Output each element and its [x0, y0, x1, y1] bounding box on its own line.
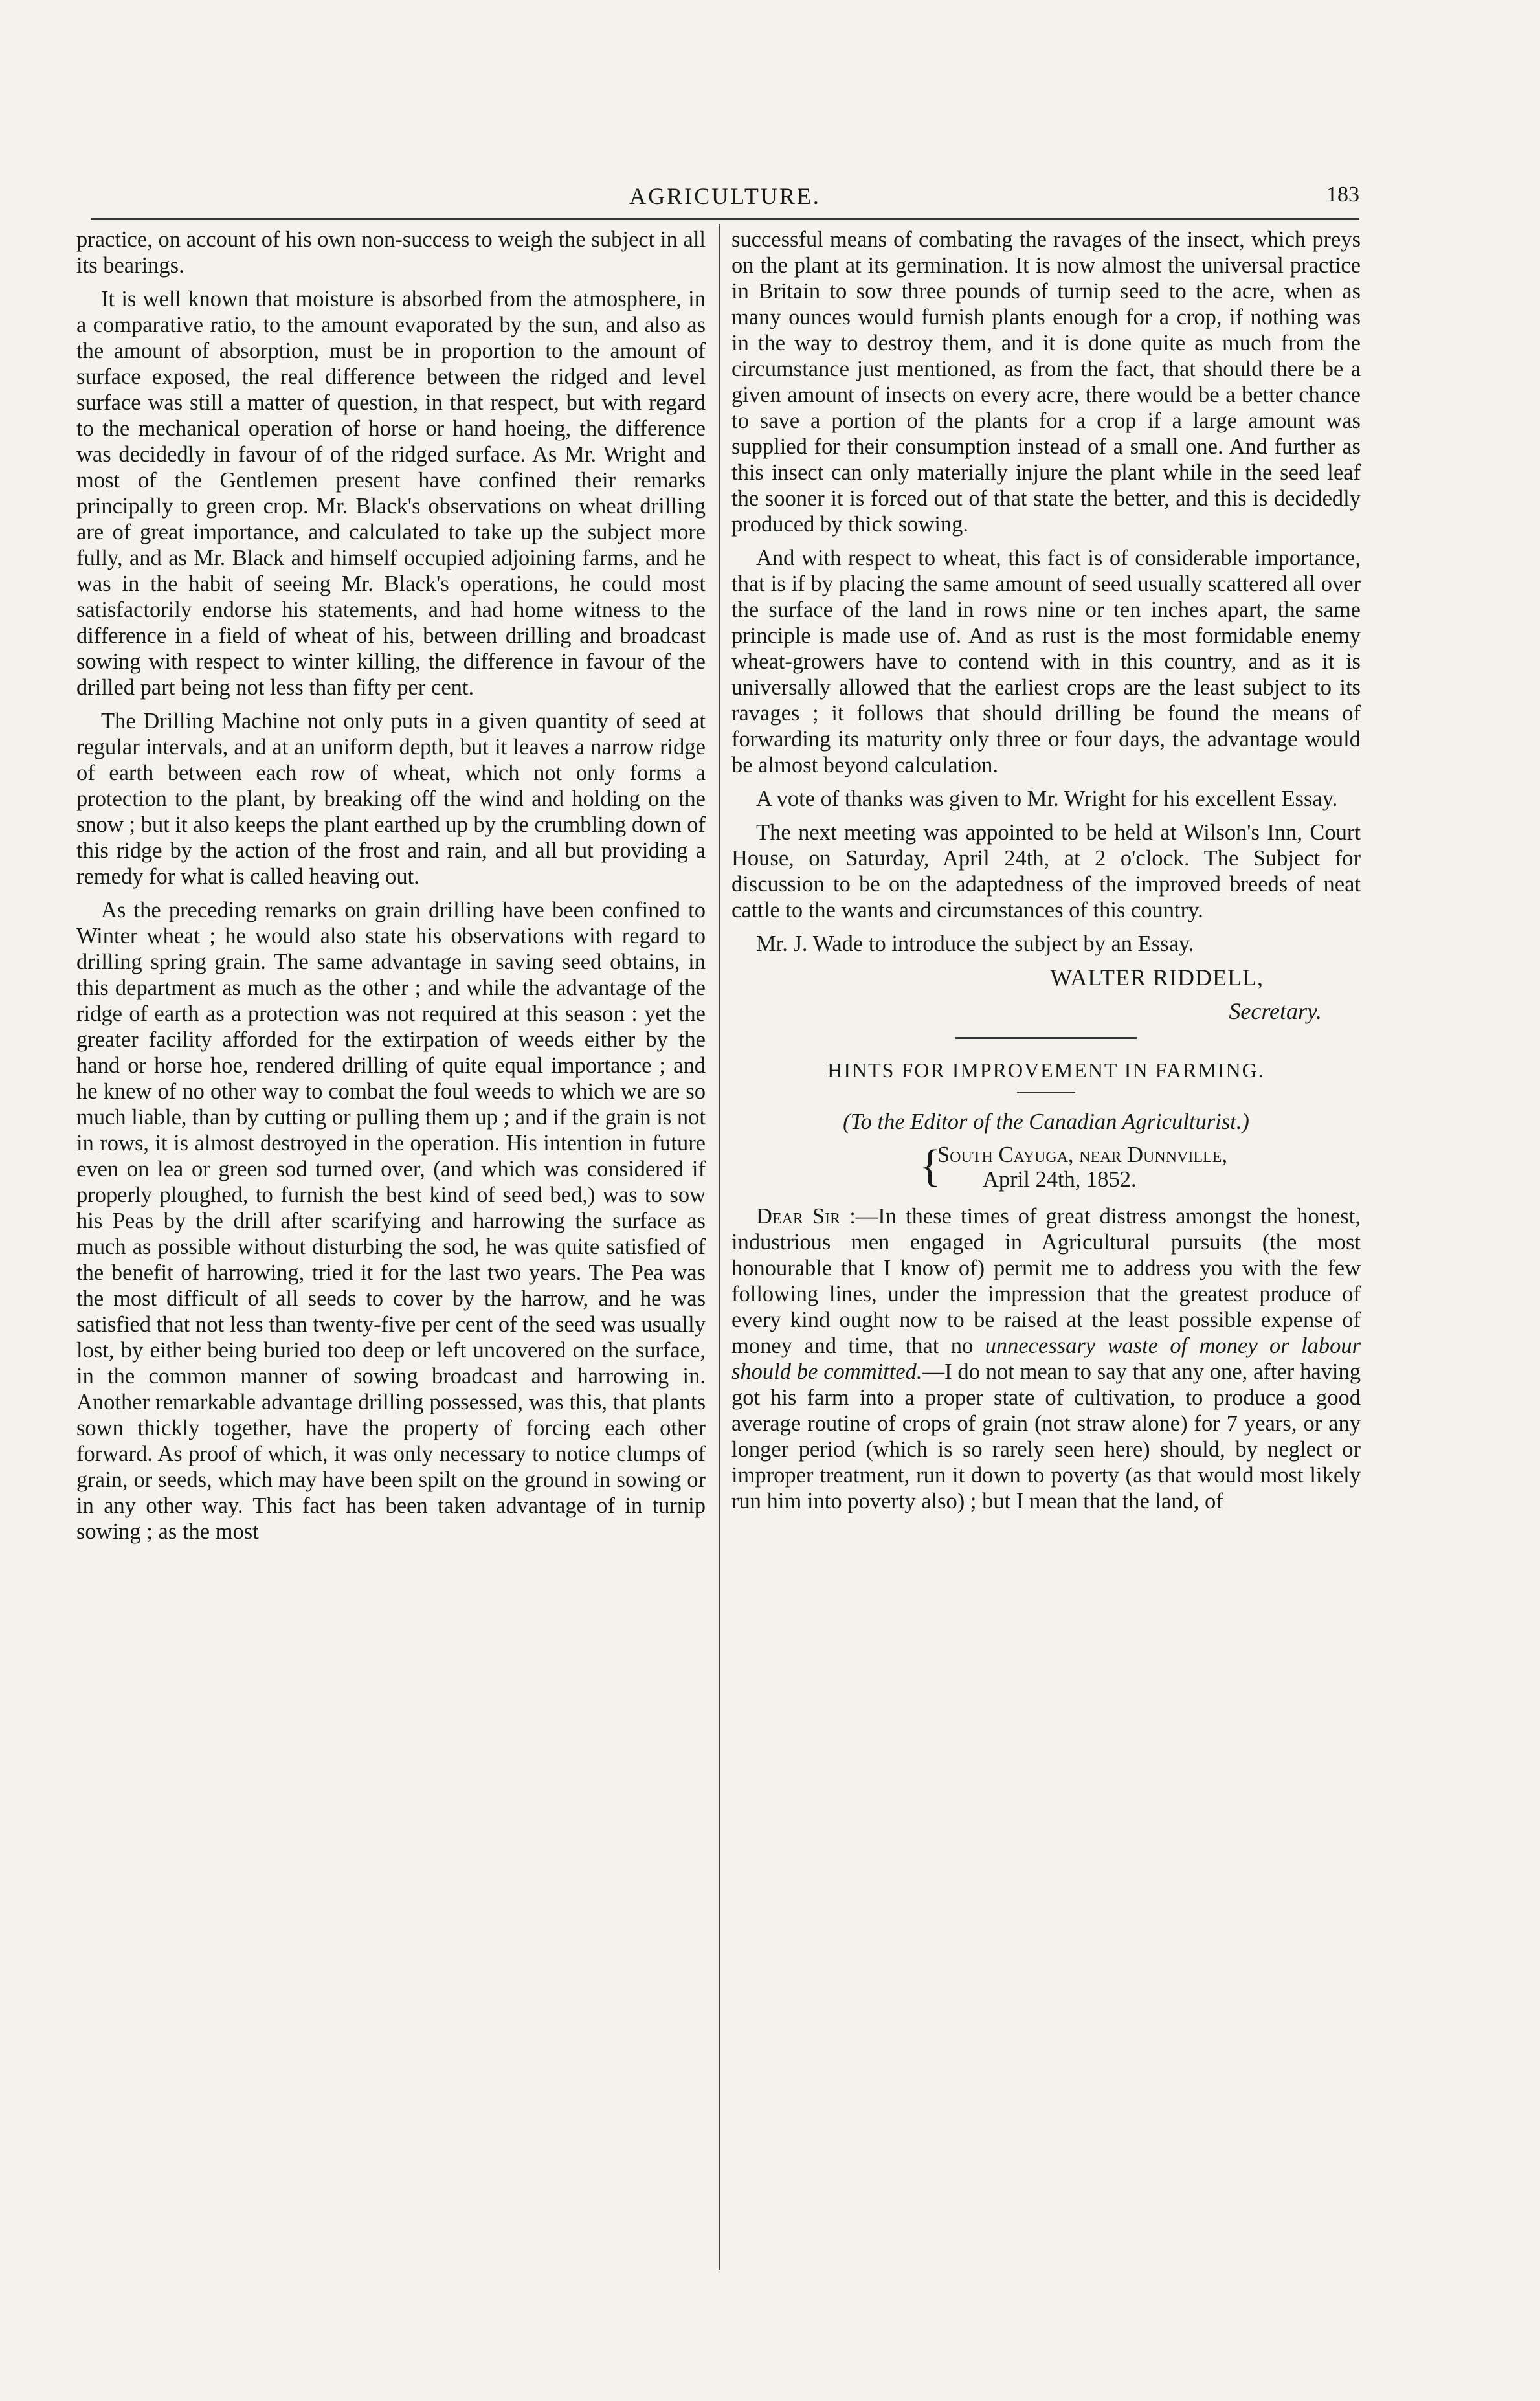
paragraph: The next meeting was appointed to be held at Wilson's Inn, Court House, on Saturday, April 24th, at 2 o'clock. The Subject for discussion to be on the adaptedness of the improved breeds of neat cattle to the wants and circumstances of this country. — [731, 820, 1361, 922]
paragraph: It is well known that moisture is absorbed from the atmosphere, in a comparative ratio, to the amount evaporated by the sun, and also as the amount of absorption, must be in proportion to the amount of surface exposed, the real difference between the ridged and level surface was still a matter of question, in that respect, but with regard to the mechanical operation of horse or hand hoeing, the difference was decidedly in favour of of the ridged surface. As Mr. Wright and most of the Gentlemen present have confined their remarks principally to green crop. Mr. Black's observations on wheat drilling are of great importance, and calculated to take up the subject more fully, and as Mr. Black and himself occupied adjoining farms, and he was in the habit of seeing Mr. Black's operations, he could most satisfactorily endorse his statements, and had home witness to the difference in a field of wheat of his, between drilling and broadcast sowing with respect to winter killing, the difference in favour of the drilled part being not less than fifty per cent. — [76, 287, 706, 700]
section-rule — [955, 1037, 1137, 1039]
paragraph: Mr. J. Wade to introduce the subject by an Essay. — [756, 932, 1194, 956]
signature-role: Secretary. — [1229, 998, 1322, 1024]
paragraph: And with respect to wheat, this fact is of considerable importance, that is if by placing the same amount of seed usually scattered all over the surface of the land in rows nine or ten inches apart, the same principle is made use of. And as rust is the most formidable enemy wheat-growers have to contend with in this country, and as it is universally allowed that the earliest crops are the least subject to its ravages ; it follows that should drilling be found the means of forwarding its maturity only three or four days, the advantage would be almost beyond calculation. — [731, 546, 1361, 777]
address-line: South Cayuga, near Dunnville, — [937, 1143, 1227, 1167]
paragraph: As the preceding remarks on grain drilling have been confined to Winter wheat ; he would also state his observations with regard to drilling spring grain. The same advantage in saving seed obtains, in this department as much as the other ; and while the advantage of the ridge of earth as a protection was not required at this season : yet the greater facility afforded for the extirpation of weeds either by the hand or horse hoe, rendered drilling of quite equal importance ; and he knew of no other way to combat the foul weeds to which we are so much liable, than by cutting or pulling them up ; and if the grain is not in rows, it is almost destroyed in the operation. His intention in future even on lea or green sod turned over, (and which was considered if properly ploughed, to furnish the best kind of seed bed,) was to sow his Peas by the drill after scarifying and harrowing the surface as much as possible without disturbing the sod, he was quite satisfied of the benefit of harrowing, tried it for the last two years. The Pea was the most difficult of all seeds to cover by the harrow, and he was satisfied that not less than twenty-five per cent of the seed was usually lost, by either being buried too deep or left uncovered on the surface, in the common manner of sowing broadcast and harrowing in. Another remarkable advantage drilling possessed, was this, that plants sown thickly together, have the property of forcing each other forward. As proof of which, it was only necessary to notice clumps of grain, or seeds, which may have been spilt on the ground in sowing or in any other way. This fact has been taken advantage of in turnip sowing ; as the most — [76, 898, 706, 1544]
letter-address — [919, 1143, 1361, 1192]
salutation: Dear Sir : — [756, 1204, 856, 1229]
editor-note: (To the Editor of the Canadian Agriculturist.) — [843, 1110, 1249, 1134]
address-date: April 24th, 1852. — [983, 1167, 1137, 1192]
header-rule — [91, 218, 1359, 220]
paragraph: The Drilling Machine not only puts in a given quantity of seed at regular intervals, and at an uniform depth, but it leaves a narrow ridge of earth between each row of wheat, which not only forms a protection to the plant, by breaking off the wind and holding on the snow ; but it also keeps the plant earthed up by the crumbling down of this ridge by the action of the frost and rain, and all but providing a remedy for what is called heaving out. — [76, 709, 706, 889]
paragraph: successful means of combating the ravages of the insect, which preys on the plant at its germination. It is now almost the universal practice in Britain to sow three pounds of turnip seed to the acre, when as many ounces would furnish plants enough for a crop, if nothing was in the way to destroy them, and it is done quite as much from the circumstance just mentioned, as from the fact, that should there be a given amount of insects on every acre, there would be a better chance to save a portion of the plants for a crop if a large amount was supplied for their consumption instead of a small one. And further as this insect can only materially injure the plant while in the seed leaf the sooner it is forced out of that state the better, and this is decidedly produced by thick sowing. — [731, 227, 1361, 537]
page-number: 183 — [1326, 183, 1359, 207]
column-divider — [719, 224, 720, 2270]
signature-name: WALTER RIDDELL, — [1050, 965, 1264, 990]
letter-paragraph — [731, 1203, 1361, 1514]
article-heading: HINTS FOR IMPROVEMENT IN FARMING. — [827, 1058, 1265, 1082]
running-title: AGRICULTURE. — [629, 183, 821, 209]
letter-emphasis: unnecessary waste of money or labour should be committed. — [731, 1334, 1361, 1384]
heading-rule — [1017, 1092, 1075, 1093]
page-header — [91, 183, 1359, 212]
brace-glyph: { — [919, 1141, 941, 1191]
letter-text-continued: —I do not mean to say that any one, after having got his farm into a proper state of cultivation, to produce a good average routine of crops of grain (not straw alone) for 7 years, or any longer period (which is so rarely seen here) should, by neglect or improper treatment, run it down to poverty (as that would most likely run him into poverty also) ; but I mean that the land, of — [731, 1359, 1361, 1513]
paragraph: practice, on account of his own non-success to weigh the subject in all its bearings. — [76, 227, 706, 278]
right-column — [731, 227, 1361, 2272]
left-column — [76, 227, 706, 2272]
paragraph: A vote of thanks was given to Mr. Wright for his excellent Essay. — [756, 787, 1338, 811]
letter-text: —In these times of great distress amongst the honest, industrious men engaged in Agricultural pursuits (the most honourable that I know of) permit me to address you with the few following lines, under the impression that the greatest produce of every kind ought now to be raised at the least possible expense of money and time, that no — [731, 1204, 1361, 1358]
